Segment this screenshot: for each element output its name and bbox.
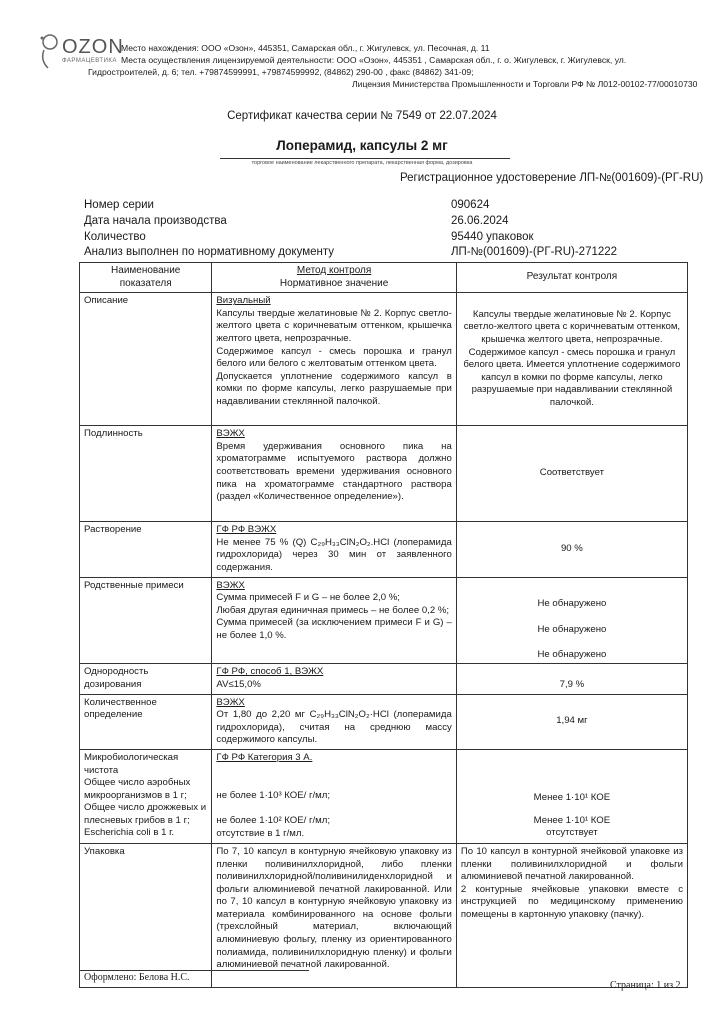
meta-label-quantity: Количество <box>84 231 146 243</box>
row-method-uniformity <box>212 664 456 694</box>
meta-value-date: 26.06.2024 <box>451 215 509 227</box>
meta-value-document: ЛП-№(001609)-(РГ-RU)-271222 <box>451 246 618 258</box>
row-result-identity: Соответствует <box>456 426 687 522</box>
row-result-assay: 1,94 мг <box>456 694 687 749</box>
product-underline <box>220 158 510 159</box>
header-contacts: Гидростроителей, д. 6; тел. +79874599991, +79874599992, (84862) 290-00 , факс (84862) 341-09; <box>88 67 474 77</box>
header-method <box>212 263 456 293</box>
row-name-identity: Подлинность <box>80 426 212 522</box>
micro-text-1: не более 1·10³ КОЕ/ г/мл; <box>216 789 331 801</box>
description-text-3: Допускается уплотнение содержимого капсул в комки по форме капсулы, легко разрушаемые при надавливании стеклянной палочкой. <box>216 370 452 407</box>
row-method-identity <box>212 426 456 522</box>
method-gf-hplc: ГФ РФ ВЭЖХ <box>216 524 277 536</box>
impurities-text-3: Сумма примесей (за исключением примеси F и G) – не более 1,0 %. <box>216 617 452 641</box>
row-method-impurities <box>212 577 456 664</box>
row-name-micro <box>80 749 212 843</box>
description-text-1: Капсулы твердые желатиновые № 2. Корпус светло-желтого цвета с коричневатым оттенком, крышечка желтого цвета, непрозрачные. <box>216 307 452 344</box>
row-result-dissolution: 90 % <box>456 522 687 577</box>
meta-value-quantity: 95440 упаковок <box>451 231 534 243</box>
method-uniformity: ГФ РФ, способ 1, ВЭЖХ <box>216 666 324 678</box>
table-row <box>80 749 688 843</box>
description-text-2: Содержимое капсул - смесь порошка и гранул белого или белого с желтоватым оттенком цвета. <box>216 345 452 370</box>
impurities-result-3: Не обнаружено <box>537 648 607 660</box>
row-name-packaging: Упаковка <box>80 843 212 987</box>
logo-text: OZON <box>62 36 124 58</box>
header-address: Место нахождения: ООО «Озон», 445351, Самарская обл., г. Жигулевск, ул. Песочная, д. 11 <box>121 43 490 53</box>
row-method-description <box>212 293 456 426</box>
header-method-label: Метод контроля <box>296 265 372 276</box>
packaging-result-2: 2 контурные ячейковые упаковки вместе с инструкцией по медицинскому применению помещены в картонную упаковку (пачку). <box>460 883 683 920</box>
meta-label-date: Дата начала производства <box>84 215 227 227</box>
micro-name-4: Escherichia coli в 1 г. <box>84 827 175 839</box>
row-name-assay: Количественное определение <box>80 694 212 749</box>
dissolution-text: Не менее 75 % (Q) C₂₉H₃₃ClN₂O₂.HCl (лоперамида гидрохлорида) через 30 мин от заявленного содержания. <box>216 536 452 573</box>
row-method-micro <box>212 749 456 843</box>
footer-divider <box>79 970 309 971</box>
table-row <box>80 843 688 987</box>
micro-result-3: отсутствует <box>546 827 598 839</box>
row-result-micro <box>456 749 687 843</box>
row-name-dissolution: Растворение <box>80 522 212 577</box>
micro-result-1: Менее 1·10¹ КОЕ <box>533 791 611 803</box>
row-name-impurities: Родственные примеси <box>80 577 212 664</box>
impurities-result-1: Не обнаружено <box>537 597 607 609</box>
table-row <box>80 664 688 694</box>
row-method-packaging: По 7, 10 капсул в контурную ячейковую упаковку из пленки поливинилхлоридной, либо пленки поливинилхлоридной/поливинилиденхлоридной и фольги алюминиевой печатной лакированной. Или по 7, 10 капсул в контурную ячейковую упаковку из материала комбинированного на основе фольги (трехслойный материал, включающий алюминиевую фольгу, пленку из ориентированного полиамида, поливинилхлоридную пленку) и фольги алюминиевой печатной лакированной. <box>212 843 456 987</box>
micro-result-2: Менее 1·10¹ КОЕ <box>533 814 611 826</box>
table-header-row <box>80 263 688 293</box>
row-name-description: Описание <box>80 293 212 426</box>
header-license-places: Места осуществления лицензируемой деятельности: ООО «Озон», 445351 , Самарская обл., г. о. Жигулевск, г. Жигулевск, ул. <box>121 55 627 65</box>
row-result-impurities <box>456 577 687 664</box>
footer-page-number: Страница: 1 из 2 <box>610 980 681 991</box>
meta-label-series: Номер серии <box>84 199 154 211</box>
uniformity-text: AV≤15,0% <box>216 678 261 690</box>
quality-table <box>79 262 688 988</box>
header-license: Лицензия Министерства Промышленности и Торговли РФ № Л012-00102-77/00010730 <box>352 79 698 89</box>
assay-text: От 1,80 до 2,20 мг C₂₉H₃₃ClN₂O₂·HCl (лоперамида гидрохлорида), считая на среднюю массу содержимого капсулы. <box>216 709 452 746</box>
impurities-text-1: Сумма примесей F и G – не более 2,0 %; <box>216 592 400 604</box>
footer-prepared-by: Оформлено: Белова Н.С. <box>84 972 190 983</box>
table-row <box>80 426 688 522</box>
table-row <box>80 293 688 426</box>
header-result: Результат контроля <box>456 263 687 293</box>
row-name-uniformity: Однородность дозирования <box>80 664 212 694</box>
method-micro: ГФ РФ Категория 3 А. <box>216 751 313 763</box>
meta-label-document: Анализ выполнен по нормативному документу <box>84 246 334 258</box>
micro-text-3: отсутствие в 1 г/мл. <box>216 827 305 839</box>
header-norm-label: Нормативное значение <box>279 277 389 289</box>
logo-subtitle: ФАРМАЦЕВТИКА <box>62 58 117 64</box>
method-visual: Визуальный <box>216 295 271 307</box>
product-name: Лоперамид, капсулы 2 мг <box>276 138 448 153</box>
method-hplc-impurities: ВЭЖХ <box>216 579 245 591</box>
micro-name-1: Микробиологическая чистота <box>84 751 179 776</box>
product-subtitle: торговое наименование лекарственного препарата, лекарственная форма, дозировка <box>251 160 473 166</box>
micro-name-2: Общее число аэробных микроорганизмов в 1 г; <box>84 777 191 801</box>
certificate-title: Сертификат качества серии № 7549 от 22.07.2024 <box>227 110 497 122</box>
micro-name-3: Общее число дрожжевых и плесневых грибов в 1 г; <box>84 802 207 826</box>
table-row <box>80 522 688 577</box>
method-hplc: ВЭЖХ <box>216 428 245 440</box>
row-result-uniformity: 7,9 % <box>456 664 687 694</box>
impurities-text-2: Любая другая единичная примесь – не более 0,2 %; <box>216 604 450 616</box>
registration-number: Регистрационное удостоверение ЛП-№(001609)-(РГ-RU) <box>400 172 704 184</box>
method-hplc-assay: ВЭЖХ <box>216 696 245 708</box>
meta-value-series: 090624 <box>451 199 490 211</box>
header-indicator: Наименование показателя <box>80 263 212 293</box>
row-result-packaging <box>456 843 687 987</box>
row-result-description: Капсулы твердые желатиновые № 2. Корпус светло-желтого цвета с коричневатым оттенком, крышечка желтого цвета, непрозрачные. Содержимое капсул - смесь порошка и гранул белого цвета. Имеется уплотнение содержимого капсул в комки по форме капсулы, легко разрушаемые при надавливании стеклянной палочкой. <box>456 293 687 426</box>
row-method-assay <box>212 694 456 749</box>
identity-text: Время удерживания основного пика на хроматограмме испытуемого раствора должно соответствовать времени удерживания основного пика на хроматограмме стандартного раствора (раздел «Количественное определение»). <box>216 440 452 503</box>
table-row <box>80 577 688 664</box>
micro-text-2: не более 1·10² КОЕ/ г/мл; <box>216 815 331 827</box>
impurities-result-2: Не обнаружено <box>537 624 607 636</box>
packaging-result-1: По 10 капсул в контурной ячейковой упаковке из пленки поливинилхлоридной и фольги алюминиевой печатной лакированной. <box>460 845 683 883</box>
row-method-dissolution <box>212 522 456 577</box>
table-row <box>80 694 688 749</box>
